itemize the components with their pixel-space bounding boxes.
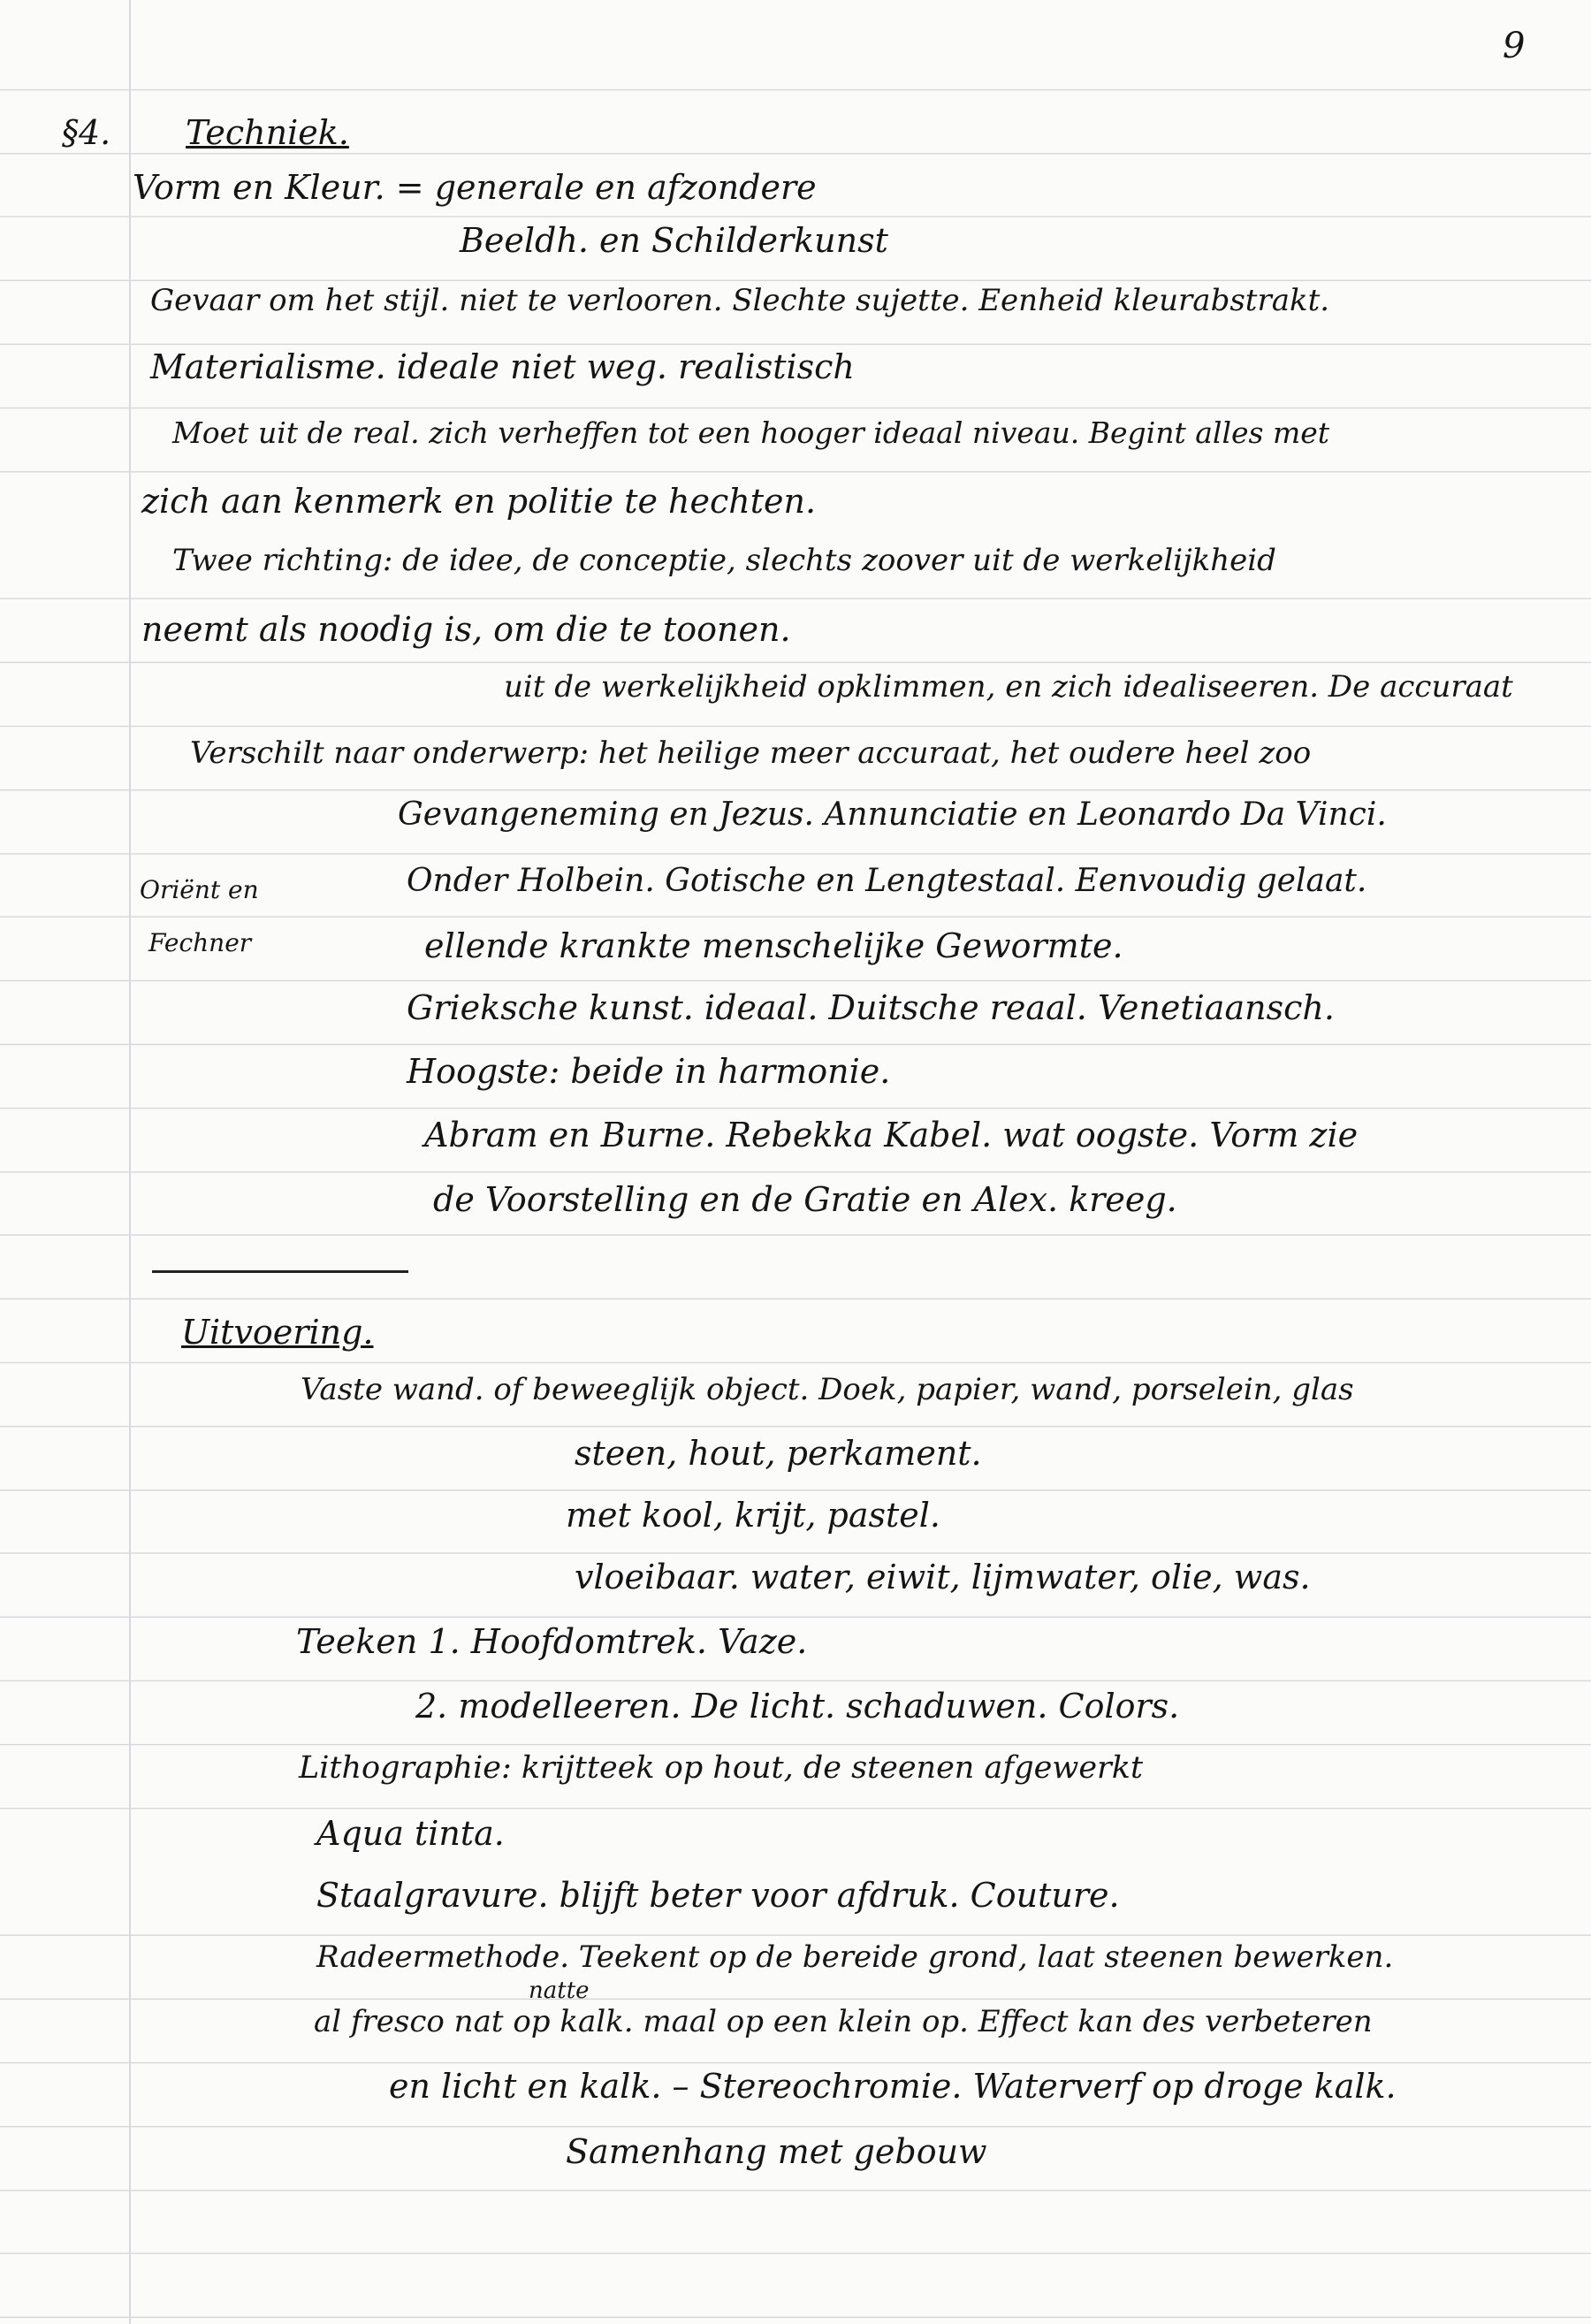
text-line: ellende krankte menschelijke Gewormte.	[424, 926, 1123, 965]
text-line: de Voorstelling en de Gratie en Alex. kreeg.	[433, 1180, 1177, 1219]
fresco-superscript: natte	[529, 1977, 590, 2004]
text-line: Radeermethode. Teekent op de bereide grond, laat steenen bewerken.	[316, 1939, 1394, 1975]
section2-title: Uitvoering.	[181, 1313, 374, 1352]
page-number: 9	[1503, 26, 1526, 66]
section-number: §4.	[62, 113, 111, 152]
text-line: Vaste wand. of beweeglijk object. Doek, papier, wand, porselein, glas	[301, 1372, 1354, 1407]
text-line: 2. modelleeren. De licht. schaduwen. Colors.	[415, 1687, 1180, 1726]
text-line: Lithographie: krijtteek op hout, de steenen afgewerkt	[299, 1750, 1144, 1786]
text-line: Verschilt naar onderwerp: het heilige meer accuraat, het oudere heel zoo	[190, 735, 1312, 771]
section-title: Techniek.	[186, 113, 349, 152]
text-line: Hoogste: beide in harmonie.	[407, 1052, 891, 1091]
text-line: Vorm en Kleur. = generale en afzondere	[133, 168, 817, 207]
side-note-line: Oriënt en	[140, 875, 259, 904]
text-line: Staalgravure. blijft beter voor afdruk. Couture.	[316, 1876, 1120, 1915]
text-line: Aqua tinta.	[316, 1814, 505, 1853]
text-line: zich aan kenmerk en politie te hechten.	[141, 482, 817, 521]
text-line: met kool, krijt, pastel.	[566, 1496, 940, 1535]
text-line: uit de werkelijkheid opklimmen, en zich idealiseeren. De accuraat	[504, 669, 1513, 705]
text-line: Abram en Burne. Rebekka Kabel. wat oogste. Vorm zie	[424, 1116, 1359, 1154]
text-line: Samenhang met gebouw	[566, 2132, 987, 2171]
text-line: Grieksche kunst. ideaal. Duitsche reaal. Venetiaansch.	[407, 988, 1335, 1027]
text-line: Onder Holbein. Gotische en Lengtestaal. Eenvoudig gelaat.	[407, 863, 1367, 899]
text-line: steen, hout, perkament.	[575, 1434, 982, 1473]
text-line: Gevangeneming en Jezus. Annunciatie en Leonardo Da Vinci.	[398, 796, 1387, 833]
text-line: Materialisme. ideale niet weg. realistisch	[150, 347, 855, 386]
text-line: Beeldh. en Schilderkunst	[460, 221, 888, 260]
margin-rule	[129, 0, 131, 2324]
section-divider	[152, 1270, 408, 1273]
text-line: Twee richting: de idee, de conceptie, slechts zoover uit de werkelijkheid	[172, 543, 1276, 578]
text-line: vloeibaar. water, eiwit, lijmwater, olie, was.	[575, 1558, 1311, 1596]
side-note-line: Fechner	[148, 928, 252, 957]
text-line: Gevaar om het stijl. niet te verlooren. Slechte sujette. Eenheid kleurabstrakt.	[150, 283, 1330, 318]
text-line: neemt als noodig is, om die te toonen.	[141, 610, 791, 649]
text-line: Teeken 1. Hoofdomtrek. Vaze.	[296, 1622, 808, 1661]
text-line: al fresco nat op kalk. maal op een klein op. Effect kan des verbeteren	[314, 2004, 1373, 2039]
text-line: en licht en kalk. – Stereochromie. Waterverf op droge kalk.	[389, 2067, 1397, 2106]
text-line: Moet uit de real. zich verheffen tot een hooger ideaal niveau. Begint alles met	[172, 415, 1330, 450]
